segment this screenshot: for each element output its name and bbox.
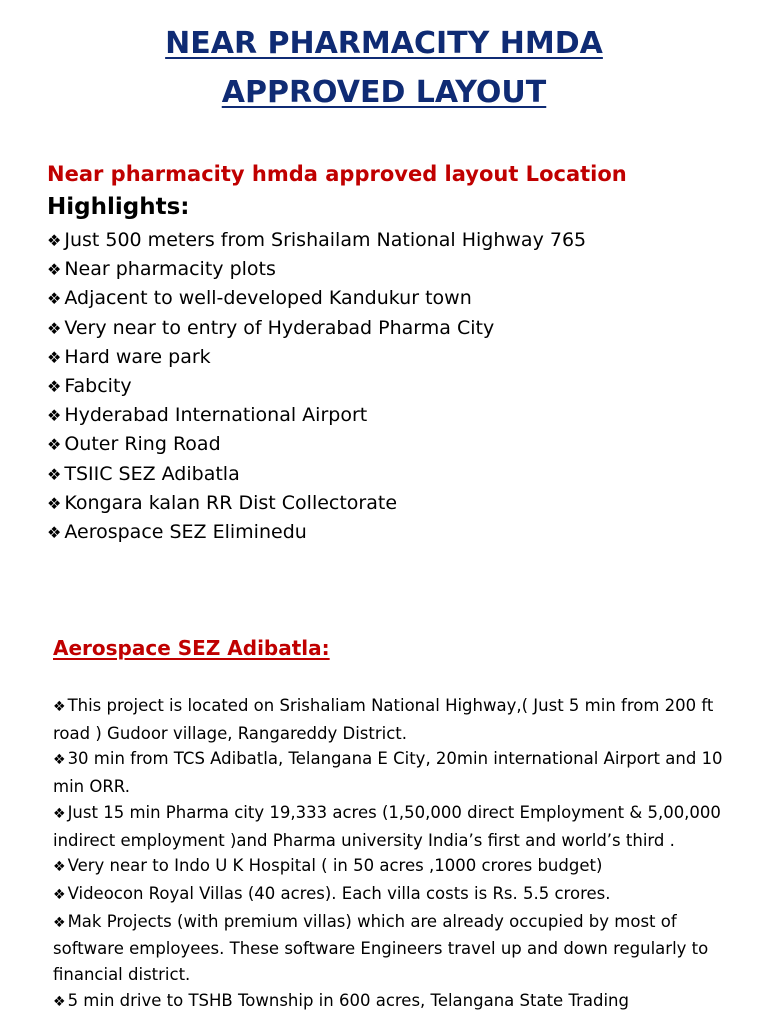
highlight-item-text: TSIIC SEZ Adibatla [64, 462, 240, 485]
aerospace-paragraph-text: 5 min drive to TSHB Township in 600 acres, Telangana State Trading [67, 990, 629, 1010]
highlight-item-text: Outer Ring Road [64, 433, 221, 456]
diamond-bullet-icon: ❖ [47, 347, 62, 367]
aerospace-paragraph [53, 693, 743, 746]
diamond-bullet-icon: ❖ [47, 493, 62, 513]
highlight-item [47, 226, 586, 255]
highlight-item-text: Aerospace SEZ Eliminedu [64, 521, 307, 544]
aerospace-paragraph-text: 30 min from TCS Adibatla, Telangana E City, 20min international Airport and 10 min ORR. [53, 749, 723, 797]
aerospace-paragraph [53, 853, 743, 881]
aerospace-paragraph [53, 800, 743, 853]
aerospace-paragraph [53, 881, 743, 909]
diamond-bullet-icon: ❖ [53, 699, 66, 715]
diamond-bullet-icon: ❖ [47, 260, 62, 280]
highlight-item-text: Kongara kalan RR Dist Collectorate [64, 491, 398, 514]
highlight-item [47, 284, 586, 313]
highlight-item-text: Hard ware park [64, 345, 211, 368]
highlights-heading: Highlights: [47, 194, 190, 220]
diamond-bullet-icon: ❖ [47, 523, 62, 543]
diamond-bullet-icon: ❖ [53, 805, 66, 822]
diamond-bullet-icon: ❖ [47, 318, 62, 338]
aerospace-paragraph-text: Very near to Indo U K Hospital ( in 50 acres ,1000 crores budget) [67, 856, 603, 876]
diamond-bullet-icon: ❖ [47, 464, 62, 484]
highlight-item [47, 372, 586, 401]
highlight-item-text: Fabcity [64, 375, 132, 398]
diamond-bullet-icon: ❖ [47, 231, 62, 250]
highlight-item [47, 343, 586, 372]
highlight-item-text: Just 500 meters from Srishailam National Highway 765 [64, 229, 587, 251]
highlight-item [47, 489, 586, 518]
diamond-bullet-icon: ❖ [53, 993, 66, 1010]
diamond-bullet-icon: ❖ [47, 406, 62, 426]
aerospace-heading: Aerospace SEZ Adibatla: [53, 636, 330, 660]
highlight-item [47, 460, 586, 489]
aerospace-paragraph-list [53, 693, 743, 1015]
location-subtitle: Near pharmacity hmda approved layout Location [47, 162, 627, 186]
diamond-bullet-icon: ❖ [47, 377, 62, 397]
diamond-bullet-icon: ❖ [53, 859, 66, 876]
page-title-line-2-text: APPROVED LAYOUT [221, 75, 547, 110]
page-title-line-2 [0, 75, 768, 110]
highlight-item-text: Hyderabad International Airport [64, 404, 368, 427]
highlight-item-text: Adjacent to well-developed Kandukur town [64, 287, 472, 310]
diamond-bullet-icon: ❖ [47, 435, 62, 455]
diamond-bullet-icon: ❖ [53, 914, 66, 931]
diamond-bullet-icon: ❖ [53, 886, 66, 903]
aerospace-paragraph [53, 988, 743, 1016]
highlight-item [47, 518, 586, 547]
aerospace-paragraph [53, 909, 743, 988]
highlight-item-text: Very near to entry of Hyderabad Pharma City [64, 316, 495, 339]
diamond-bullet-icon: ❖ [53, 752, 66, 769]
aerospace-paragraph [53, 746, 743, 799]
page-title-line-1-text: NEAR PHARMACITY HMDA [165, 26, 603, 61]
aerospace-paragraph-text: Mak Projects (with premium villas) which are already occupied by most of software employees. These software Engineers travel up and down regularly to financial district. [53, 911, 709, 985]
highlights-list [47, 226, 586, 547]
page-title-line-1 [0, 26, 768, 61]
highlight-item-text: Near pharmacity plots [64, 258, 276, 281]
highlight-item [47, 314, 586, 343]
highlight-item [47, 255, 586, 284]
highlight-item [47, 401, 586, 430]
diamond-bullet-icon: ❖ [47, 289, 62, 309]
aerospace-paragraph-text: Videocon Royal Villas (40 acres). Each villa costs is Rs. 5.5 crores. [67, 883, 611, 903]
aerospace-paragraph-text: This project is located on Srishaliam National Highway,( Just 5 min from 200 ft road ) Gudoor village, Rangareddy District. [53, 696, 714, 743]
highlight-item [47, 430, 586, 459]
aerospace-paragraph-text: Just 15 min Pharma city 19,333 acres (1,50,000 direct Employment & 5,00,000 indirect employment )and Pharma university India’s first and world’s third . [53, 802, 721, 850]
